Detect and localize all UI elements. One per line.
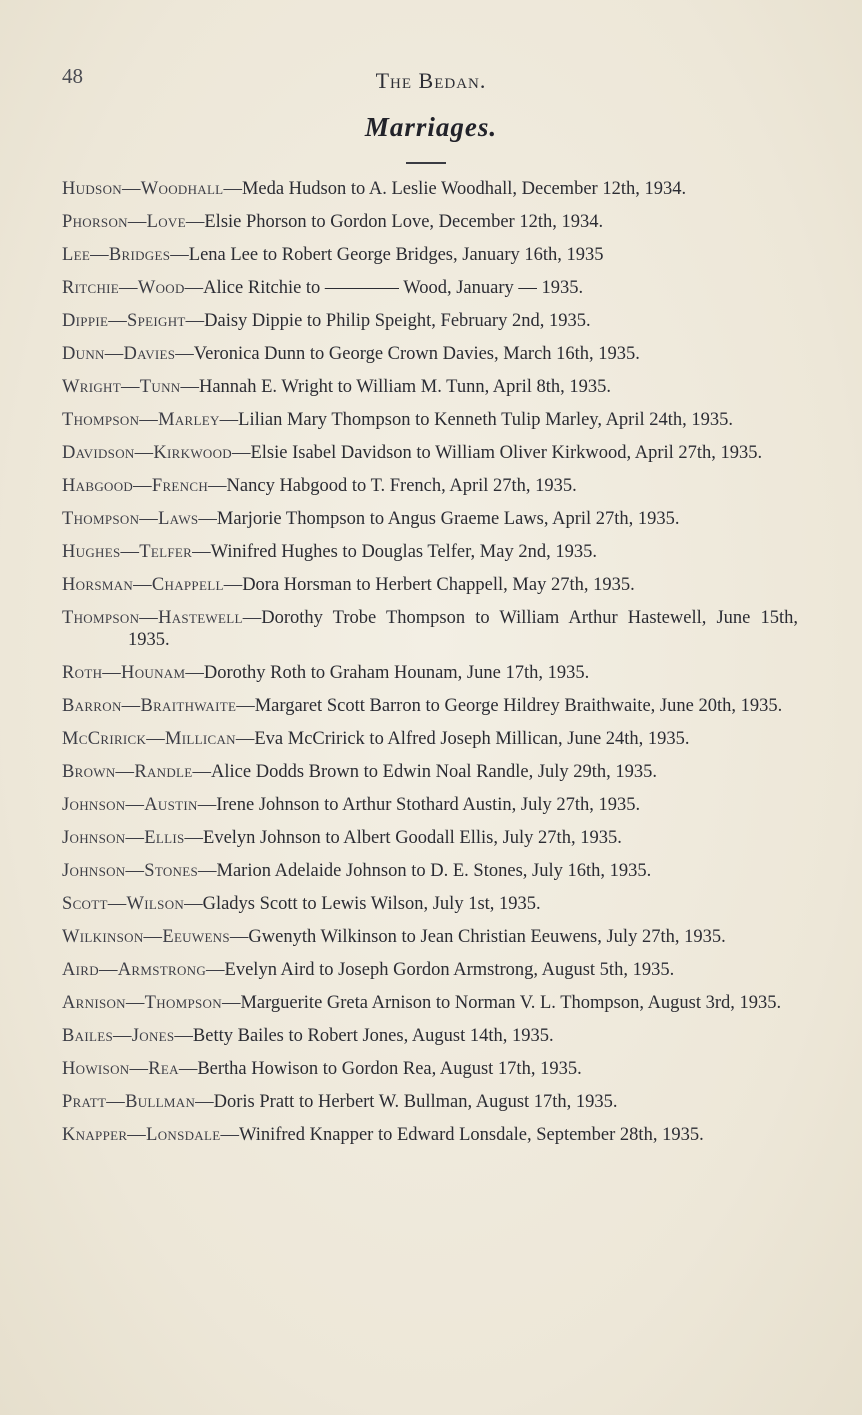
entry-text: Alice Dodds Brown to Edwin Noal Randle, July 29th, 1935. xyxy=(211,762,658,782)
entry-text: Elsie Isabel Davidson to William Oliver Kirkwood, April 27th, 1935. xyxy=(250,443,763,463)
entry-names: Arnison—Thompson xyxy=(62,993,222,1013)
marriage-entry xyxy=(62,508,798,530)
entry-names: Aird—Armstrong xyxy=(62,960,207,980)
entry-text: Daisy Dippie to Philip Speight, February 2nd, 1935. xyxy=(204,311,591,331)
entry-names: Wright—Tunn xyxy=(62,377,181,397)
entry-names: Habgood—French xyxy=(62,476,209,496)
marriage-entry xyxy=(62,959,798,981)
marriage-entry xyxy=(62,893,798,915)
marriage-entry xyxy=(62,1025,798,1047)
section-title: Marriages. xyxy=(364,112,498,142)
entry-names: Thompson—Laws xyxy=(62,509,199,529)
entry-separator: — xyxy=(221,993,241,1013)
entry-separator: — xyxy=(236,696,255,716)
entry-separator: — xyxy=(174,1026,193,1046)
entry-names: Hudson—Woodhall xyxy=(62,179,224,199)
marriage-entry xyxy=(62,475,798,497)
entry-names: Scott—Wilson xyxy=(62,894,185,914)
marriage-entry xyxy=(62,310,798,332)
marriage-entry xyxy=(62,574,798,596)
marriage-entry xyxy=(62,761,798,783)
entry-text: Eva McCririck to Alfred Joseph Millican, June 24th, 1935. xyxy=(254,729,690,749)
entry-text: Winifred Hughes to Douglas Telfer, May 2nd, 1935. xyxy=(210,542,597,562)
entry-separator: — xyxy=(208,476,227,496)
entry-names: Dippie—Speight xyxy=(62,311,186,331)
marriage-entry xyxy=(62,926,798,948)
entry-text: Veronica Dunn to George Crown Davies, March 16th, 1935. xyxy=(193,344,640,364)
marriage-entry xyxy=(62,860,798,882)
marriage-entry xyxy=(62,794,798,816)
entry-names: Davidson—Kirkwood xyxy=(62,443,232,463)
entry-names: Bailes—Jones xyxy=(62,1026,175,1046)
entry-names: Wilkinson—Eeuwens xyxy=(62,927,230,947)
marriage-entry xyxy=(62,244,798,266)
marriage-entry xyxy=(62,1091,798,1113)
entry-separator: — xyxy=(197,795,217,815)
entry-text: Betty Bailes to Robert Jones, August 14th, 1935. xyxy=(192,1026,554,1046)
entry-names: Barron—Braithwaite xyxy=(62,696,237,716)
entry-text: Marguerite Greta Arnison to Norman V. L. Thompson, August 3rd, 1935. xyxy=(240,993,782,1013)
marriage-entry xyxy=(62,178,798,200)
entry-text: Evelyn Johnson to Albert Goodall Ellis, July 27th, 1935. xyxy=(203,828,622,848)
entry-text: Irene Johnson to Arthur Stothard Austin, July 27th, 1935. xyxy=(216,795,641,815)
entry-separator: — xyxy=(185,663,204,683)
entry-separator: — xyxy=(185,212,205,232)
marriage-entry xyxy=(62,1124,798,1146)
entry-text: Dora Horsman to Herbert Chappell, May 27th, 1935. xyxy=(242,575,635,595)
marriage-entry xyxy=(62,211,798,233)
entry-names: Phorson—Love xyxy=(62,212,186,232)
entry-separator: — xyxy=(235,729,255,749)
entry-names: Pratt—Bullman xyxy=(62,1092,196,1112)
marriage-list xyxy=(62,178,798,1157)
entry-names: Howison—Rea xyxy=(62,1059,179,1079)
entry-text: Dorothy Trobe Thompson to William Arthur Hastewell, June 15th, 1935. xyxy=(128,608,798,650)
entry-names: Ritchie—Wood xyxy=(62,278,185,298)
entry-separator: — xyxy=(192,542,211,562)
entry-separator: — xyxy=(195,1092,214,1112)
entry-names: Thompson—Marley xyxy=(62,410,220,430)
entry-text: Dorothy Roth to Graham Hounam, June 17th, 1935. xyxy=(203,663,590,683)
entry-separator: — xyxy=(178,1059,198,1079)
marriage-entry xyxy=(62,662,798,684)
entry-separator: — xyxy=(229,927,249,947)
entry-text: Marjorie Thompson to Angus Graeme Laws, April 27th, 1935. xyxy=(216,509,680,529)
entry-separator: — xyxy=(185,311,205,331)
title-rule xyxy=(406,162,446,164)
entry-separator: — xyxy=(180,377,199,397)
marriage-entry xyxy=(62,376,798,398)
marriage-entry xyxy=(62,992,798,1014)
entry-names: Hughes—Telfer xyxy=(62,542,193,562)
entry-separator: — xyxy=(223,179,242,199)
entry-text: Meda Hudson to A. Leslie Woodhall, December 12th, 1934. xyxy=(241,179,687,199)
entry-names: Lee—Bridges xyxy=(62,245,171,265)
entry-separator: — xyxy=(242,608,262,628)
entry-separator: — xyxy=(231,443,251,463)
marriage-entry xyxy=(62,541,798,563)
entry-text: Nancy Habgood to T. French, April 27th, 1935. xyxy=(226,476,577,496)
entry-names: Horsman—Chappell xyxy=(62,575,224,595)
entry-text: Gladys Scott to Lewis Wilson, July 1st, 1935. xyxy=(202,894,541,914)
entry-names: Johnson—Ellis xyxy=(62,828,185,848)
page-number: 48 xyxy=(62,64,83,88)
entry-text: Lena Lee to Robert George Bridges, January 16th, 1935 xyxy=(188,245,604,265)
entry-separator: — xyxy=(198,509,217,529)
entry-names: Knapper—Lonsdale xyxy=(62,1125,221,1145)
entry-names: Roth—Hounam xyxy=(62,663,186,683)
entry-text: Doris Pratt to Herbert W. Bullman, August 17th, 1935. xyxy=(213,1092,618,1112)
entry-text: Alice Ritchie to ———— Wood, January — 1935. xyxy=(203,278,584,298)
entry-separator: — xyxy=(170,245,189,265)
marriage-entry xyxy=(62,695,798,717)
entry-text: Evelyn Aird to Joseph Gordon Armstrong, August 5th, 1935. xyxy=(224,960,675,980)
entry-text: Marion Adelaide Johnson to D. E. Stones, July 16th, 1935. xyxy=(216,861,652,881)
running-head: The Bedan. xyxy=(375,68,487,93)
entry-names: Johnson—Stones xyxy=(62,861,199,881)
marriage-entry xyxy=(62,277,798,299)
marriage-entry xyxy=(62,442,798,464)
marriage-entry xyxy=(62,607,798,651)
entry-separator: — xyxy=(192,762,212,782)
entry-names: Thompson—Hastewell xyxy=(62,608,243,628)
entry-text: Margaret Scott Barron to George Hildrey Braithwaite, June 20th, 1935. xyxy=(254,696,783,716)
entry-names: McCririck—Millican xyxy=(62,729,236,749)
entry-names: Dunn—Davies xyxy=(62,344,176,364)
entry-separator: — xyxy=(184,278,204,298)
marriage-entry xyxy=(62,343,798,365)
entry-separator: — xyxy=(220,1125,239,1145)
entry-separator: — xyxy=(198,861,217,881)
marriage-entry xyxy=(62,409,798,431)
entry-text: Hannah E. Wright to William M. Tunn, April 8th, 1935. xyxy=(198,377,611,397)
entry-text: Gwenyth Wilkinson to Jean Christian Eeuwens, July 27th, 1935. xyxy=(248,927,726,947)
marriage-entry xyxy=(62,1058,798,1080)
entry-names: Brown—Randle xyxy=(62,762,193,782)
entry-separator: — xyxy=(184,828,204,848)
entry-separator: — xyxy=(206,960,225,980)
entry-names: Johnson—Austin xyxy=(62,795,198,815)
entry-separator: — xyxy=(219,410,239,430)
entry-text: Bertha Howison to Gordon Rea, August 17th, 1935. xyxy=(197,1059,582,1079)
entry-text: Winifred Knapper to Edward Lonsdale, September 28th, 1935. xyxy=(238,1125,704,1145)
marriage-entry xyxy=(62,728,798,750)
entry-text: Lilian Mary Thompson to Kenneth Tulip Marley, April 24th, 1935. xyxy=(238,410,734,430)
entry-text: Elsie Phorson to Gordon Love, December 12th, 1934. xyxy=(204,212,604,232)
marriage-entry xyxy=(62,827,798,849)
entry-separator: — xyxy=(175,344,194,364)
entry-separator: — xyxy=(184,894,203,914)
entry-separator: — xyxy=(223,575,243,595)
